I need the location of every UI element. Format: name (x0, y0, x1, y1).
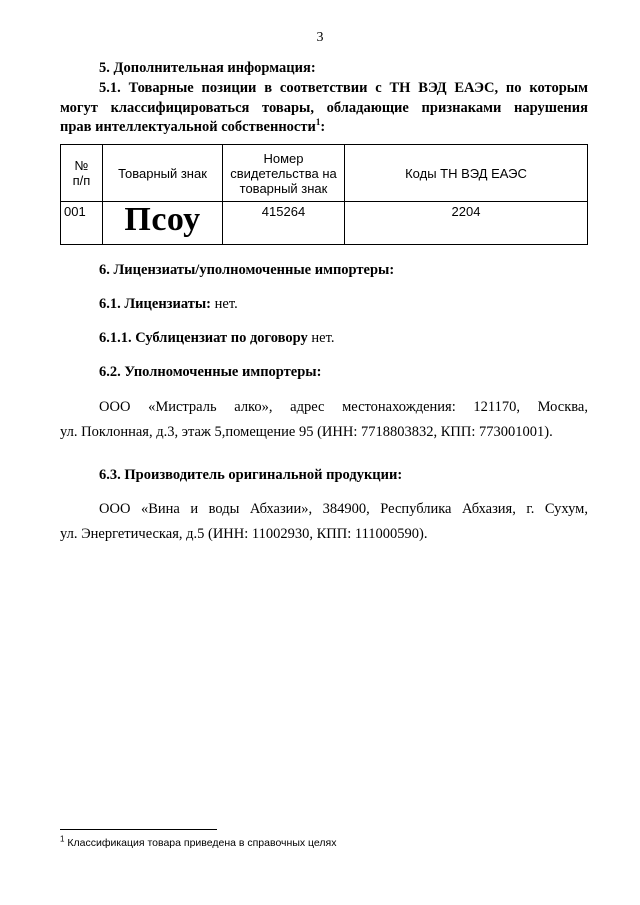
section5-1-line3-tail: : (320, 119, 326, 135)
section5-1-line3 (60, 119, 325, 136)
importer-line2: ул. Поклонная, д.3, этаж 5,помещение 95 (ИНН: 7718803832, КПП: 773001001). (60, 424, 553, 440)
section6-1 (99, 296, 238, 313)
section6-heading: 6. Лицензиаты/уполномоченные импортеры: (99, 262, 395, 278)
section5-1-line3-text: прав интеллектуальной собственности (60, 119, 316, 135)
footnote-marker: 1 (60, 834, 65, 844)
cell-certificate: 415264 (223, 202, 345, 245)
producer-line2: ул. Энергетическая, д.5 (ИНН: 11002930, КПП: 111000590). (60, 526, 428, 542)
header-num: № п/п (61, 145, 103, 202)
section5-heading: 5. Дополнительная информация: (99, 60, 316, 76)
sublicensee-label: 6.1.1. Сублицензиат по договору (99, 330, 308, 346)
cell-num: 001 (61, 202, 103, 245)
footnote-text: Классификация товара приведена в справочных целях (64, 837, 337, 849)
licensees-label: 6.1. Лицензиаты: (99, 296, 212, 312)
header-trademark: Товарный знак (103, 145, 223, 202)
cell-codes: 2204 (345, 202, 588, 245)
table-header-row (61, 145, 588, 202)
footnote (60, 834, 337, 849)
importer-line1: ООО «Мистраль алко», адрес местонахождения: 121170, Москва, (99, 399, 588, 415)
section5-1-line2: могут классифицироваться товары, обладающие признаками нарушения (60, 100, 588, 116)
footnote-divider (60, 829, 217, 830)
licensees-value: нет. (211, 296, 238, 312)
page-number: 3 (316, 30, 324, 45)
trademark-table (60, 144, 588, 245)
producer-line1: ООО «Вина и воды Абхазии», 384900, Республика Абхазия, г. Сухум, (99, 501, 588, 517)
cell-trademark (103, 202, 223, 245)
header-certificate: Номер свидетельства на товарный знак (223, 145, 345, 202)
footnote-ref: 1 (315, 117, 321, 128)
section6-2-heading: 6.2. Уполномоченные импортеры: (99, 364, 322, 380)
trademark-logo: Псоу (124, 201, 201, 238)
section5-1-line1: 5.1. Товарные позиции в соответствии с ТН ВЭД ЕАЭС, по которым (99, 80, 588, 96)
header-codes: Коды ТН ВЭД ЕАЭС (345, 145, 588, 202)
section6-3-heading: 6.3. Производитель оригинальной продукции: (99, 467, 403, 483)
table-row (61, 202, 588, 245)
sublicensee-value: нет. (307, 330, 335, 346)
section6-1-1 (99, 330, 334, 347)
